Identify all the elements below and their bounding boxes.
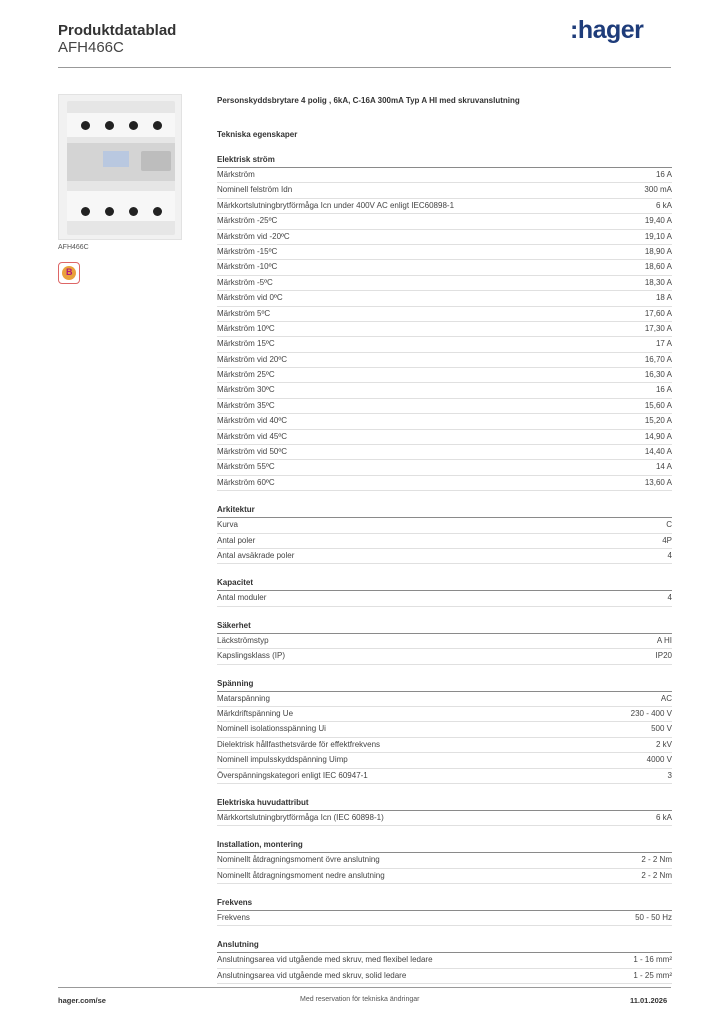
spec-section [217,620,672,665]
spec-label: Märkström 5ºC [217,308,271,318]
product-code: AFH466C [58,39,124,56]
spec-value: 230 - 400 V [630,708,672,718]
spec-row [217,953,672,968]
spec-row [217,649,672,664]
spec-row [217,911,672,926]
section-title: Säkerhet [217,620,672,634]
spec-label: Märkström 15ºC [217,339,275,349]
spec-row [217,168,672,183]
spec-section [217,839,672,884]
section-title: Anslutning [217,939,672,953]
spec-label: Kapslingsklass (IP) [217,651,286,661]
spec-value: 18 A [655,293,672,303]
section-title: Elektrisk ström [217,154,672,168]
spec-row [217,353,672,368]
spec-section [217,897,672,926]
spec-value: 13,60 A [644,477,672,487]
footer-website[interactable]: hager.com/se [58,996,106,1005]
spec-value: 4P [662,535,672,545]
footer-disclaimer: Med reservation för tekniska ändringar [300,996,420,1003]
spec-value: 6 kA [655,200,672,210]
spec-label: Märkström 60ºC [217,477,275,487]
spec-value: 16,30 A [644,370,672,380]
spec-row [217,230,672,245]
spec-section [217,154,672,491]
screw-icon [105,207,114,216]
spec-label: Märkström vid 50ºC [217,447,288,457]
spec-row [217,738,672,753]
spec-row [217,199,672,214]
spec-value: IP20 [655,651,672,661]
spec-row [217,634,672,649]
spec-label: Läckströmstyp [217,635,269,645]
spec-label: Märkström vid 0ºC [217,293,283,303]
header-divider [58,67,671,68]
spec-label: Matarspänning [217,693,270,703]
spec-row [217,414,672,429]
spec-value: 18,60 A [644,262,672,272]
circuit-breaker-illustration [67,101,175,235]
spec-row [217,722,672,737]
section-title: Frekvens [217,897,672,911]
spec-row [217,322,672,337]
screw-icon [105,121,114,130]
spec-value: 14,90 A [644,431,672,441]
spec-label: Antal poler [217,535,256,545]
breaker-toggle [141,151,171,171]
spec-sections [217,154,672,997]
spec-value: 2 - 2 Nm [641,870,672,880]
spec-value: 14,40 A [644,447,672,457]
spec-label: Frekvens [217,913,250,923]
spec-row [217,476,672,491]
spec-row [217,753,672,768]
section-title: Elektriska huvudattribut [217,797,672,811]
spec-label: Antal moduler [217,593,267,603]
spec-row [217,214,672,229]
spec-label: Märkström vid 40ºC [217,416,288,426]
spec-section [217,504,672,564]
spec-label: Märkdriftspänning Ue [217,708,294,718]
spec-row [217,307,672,322]
spec-section [217,939,672,984]
spec-row [217,853,672,868]
spec-row [217,591,672,606]
spec-row [217,518,672,533]
spec-value: 15,20 A [644,416,672,426]
spec-row [217,969,672,984]
spec-row [217,183,672,198]
spec-value: 1 - 16 mm² [633,955,672,965]
spec-row [217,399,672,414]
section-title: Arkitektur [217,504,672,518]
spec-value: 50 - 50 Hz [635,913,672,923]
spec-section [217,797,672,826]
spec-label: Märkström vid 45ºC [217,431,288,441]
spec-label: Märkström 10ºC [217,323,275,333]
spec-value: 2 - 2 Nm [641,855,672,865]
screw-icon [81,121,90,130]
spec-value: 500 V [651,724,672,734]
spec-row [217,769,672,784]
spec-value: 18,30 A [644,277,672,287]
spec-value: 16,70 A [644,354,672,364]
spec-row [217,534,672,549]
spec-value: 19,10 A [644,231,672,241]
spec-label: Dielektrisk hållfasthetsvärde för effektfrekvens [217,739,381,749]
spec-section [217,577,672,606]
spec-value: 16 A [655,170,672,179]
spec-label: Nominell felström Idn [217,185,293,195]
spec-label: Antal avsäkrade poler [217,550,295,560]
spec-value: 3 [667,770,672,780]
spec-value: C [666,520,672,530]
spec-value: 300 mA [644,185,672,195]
footer-divider [58,987,671,988]
spec-row [217,445,672,460]
product-description: Personskyddsbrytare 4 polig , 6kA, C-16A 300mA Typ A HI med skruvanslutning [217,96,520,105]
technical-properties-heading: Tekniska egenskaper [217,130,298,139]
spec-label: Överspänningskategori enligt IEC 60947-1 [217,770,368,780]
product-image [58,94,182,240]
spec-row [217,291,672,306]
spec-label: Anslutningsarea vid utgående med skruv, med flexibel ledare [217,955,433,965]
spec-label: Märkström -5ºC [217,277,273,287]
spec-value: 4000 V [646,755,672,765]
spec-value: 15,60 A [644,400,672,410]
spec-row [217,368,672,383]
spec-label: Märkkortslutningbrytförmåga Icn (IEC 60898-1) [217,812,384,822]
spec-value: 18,90 A [644,246,672,256]
spec-value: 16 A [655,385,672,395]
footer-date: 11.01.2026 [630,996,668,1005]
spec-value: 4 [667,550,672,560]
spec-value: 1 - 25 mm² [633,970,672,980]
spec-label: Märkström 55ºC [217,462,275,472]
spec-row [217,869,672,884]
spec-row [217,549,672,564]
screw-icon [129,121,138,130]
image-caption: AFH466C [58,244,89,251]
spec-section [217,678,672,784]
spec-row [217,460,672,475]
spec-row [217,383,672,398]
spec-label: Nominell isolationsspänning Ui [217,724,326,734]
spec-row [217,692,672,707]
screw-icon [153,121,162,130]
spec-label: Märkström -10ºC [217,262,278,272]
spec-value: AC [660,693,672,703]
spec-value: 17,60 A [644,308,672,318]
spec-row [217,337,672,352]
spec-label: Märkkortslutningbrytförmåga Icn under 400V AC enligt IEC60898-1 [217,200,455,210]
spec-value: A HI [656,635,672,645]
hager-logo: :hager [570,16,644,44]
spec-value: 14 A [655,462,672,472]
spec-row [217,260,672,275]
certification-badge-icon: B [58,262,80,284]
spec-label: Märkström 35ºC [217,400,275,410]
spec-value: 19,40 A [644,216,672,226]
spec-value: 17 A [655,339,672,349]
spec-label: Märkström vid -20ºC [217,231,290,241]
section-title: Kapacitet [217,577,672,591]
spec-row [217,276,672,291]
spec-row [217,245,672,260]
screw-icon [129,207,138,216]
spec-row [217,430,672,445]
spec-row [217,707,672,722]
spec-label: Nominellt åtdragningsmoment nedre anslutning [217,870,385,880]
spec-label: Anslutningsarea vid utgående med skruv, solid ledare [217,970,407,980]
spec-value: 2 kV [655,739,672,749]
section-title: Installation, montering [217,839,672,853]
spec-label: Kurva [217,520,238,530]
spec-row [217,811,672,826]
spec-label: Nominellt åtdragningsmoment övre anslutning [217,855,380,865]
screw-icon [81,207,90,216]
screw-icon [153,207,162,216]
spec-label: Märkström vid 20ºC [217,354,288,364]
spec-value: 4 [667,593,672,603]
spec-label: Märkström [217,170,255,179]
spec-label: Märkström 30ºC [217,385,275,395]
section-title: Spänning [217,678,672,692]
spec-value: 6 kA [655,812,672,822]
document-title: Produktdatablad [58,22,177,39]
spec-value: 17,30 A [644,323,672,333]
spec-label: Märkström -15ºC [217,246,278,256]
spec-label: Märkström 25ºC [217,370,275,380]
spec-label: Nominell impulsskyddspänning Uimp [217,755,348,765]
spec-label: Märkström -25ºC [217,216,278,226]
